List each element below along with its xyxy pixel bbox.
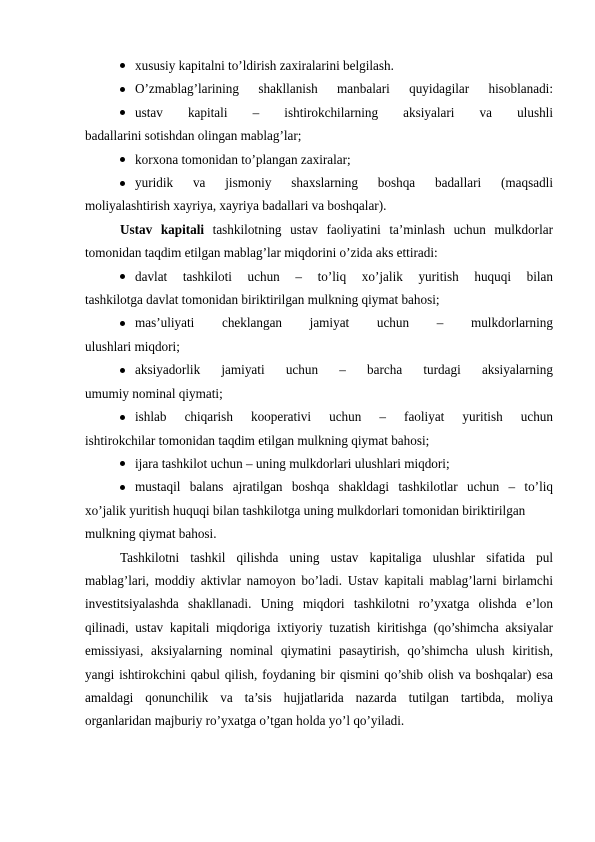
list-item-text: mas’uliyati cheklangan jamiyat uchun – mulkdorlarning: [135, 315, 553, 331]
paragraph-text: tashkilotning ustav faoliyatini ta’minlash uchun mulkdorlar tomonidan taqdim etilgan mablag’lar miqdorini o’zida aks ettiradi:: [85, 221, 553, 261]
list-item-text: ustav kapitali – ishtirokchilarning aksiyalari va ulushli: [135, 104, 553, 120]
list-item-text: ishlab chiqarish kooperativi uchun – faoliyat yuritish uchun: [135, 409, 553, 425]
list-item-continuation: ulushlari miqdori;: [85, 338, 180, 354]
list-item: [85, 54, 553, 77]
list-item: [85, 148, 553, 171]
list-item-continuation: tashkilotga davlat tomonidan biriktirilgan mulkning qiymat bahosi;: [85, 292, 440, 308]
bullet-icon: [120, 63, 125, 68]
list-item: [85, 405, 553, 452]
list-item: [85, 171, 553, 218]
list-item: [85, 452, 553, 475]
list-item-text: davlat tashkiloti uchun – to’liq xo’jalik yuritish huquqi bilan: [135, 268, 553, 284]
list-item: [85, 475, 553, 545]
list-item-text: yuridik va jismoniy shaxslarning boshqa badallari (maqsadli: [135, 175, 553, 191]
final-paragraph: Tashkilotni tashkil qilishda uning ustav kapitaliga ulushlar sifatida pul mablag’lari, moddiy aktivlar namoyon bo’ladi. Ustav kapitali mablag’larni birlamchi investitsiyalashda shakllanadi. Uning miqdori tashkilotni ro’yxatga olishda e’lon qilinadi, ustav kapitali miqdoriga ixtiyoriy tuzatish kiritishga (qo’shimcha aksiyalar emissiyasi, aksiyalarning nominal qiymatini pasaytirish, qo’shimcha ulush kiritish, yangi ishtirokchini qabul qilish, foydaning bir qismini qo’shib olish va boshqalar) esa amaldagi qonunchilik va ta’sis hujjatlarida nazarda tutilgan tartibda, moliya organlaridan majburiy ro’yxatga o’tgan holda yo’l qo’yiladi.: [85, 549, 553, 729]
list-item-text: O’zmablag’larining shakllanish manbalari quyidagilar hisoblanadi:: [135, 81, 553, 97]
list-item: [85, 77, 553, 100]
list-item-text: ijara tashkilot uchun – uning mulkdorlari ulushlari miqdori;: [135, 455, 450, 471]
list-item-text: korxona tomonidan to’plangan zaxiralar;: [135, 151, 351, 167]
list-item-continuation: umumiy nominal qiymati;: [85, 385, 223, 401]
list-item-continuation: moliyalashtirish xayriya, xayriya badallari va boshqalar).: [85, 198, 387, 214]
bullet-icon: [120, 87, 125, 92]
bullet-icon: [120, 485, 125, 490]
list-item: [85, 265, 553, 312]
term-bold: Ustav kapitali: [120, 221, 205, 237]
bullet-icon: [120, 157, 125, 162]
bullet-icon: [120, 368, 125, 373]
list-item-continuation: xo’jalik yuritish huquqi bilan tashkilotga uning mulkdorlari tomonidan biriktirilgan mulkning qiymat bahosi.: [85, 502, 526, 542]
bullet-icon: [120, 461, 125, 466]
list-item-text: xususiy kapitalni to’ldirish zaxiralarini belgilash.: [135, 58, 394, 73]
document-body: [85, 54, 553, 733]
ustav-kapitali-paragraph: [85, 218, 553, 265]
list-item-continuation: ishtirokchilar tomonidan taqdim etilgan mulkning qiymat bahosi;: [85, 432, 430, 448]
list-item: [85, 358, 553, 405]
bullet-icon: [120, 321, 125, 326]
list-item: [85, 101, 553, 148]
list-item-text: mustaqil balans ajratilgan boshqa shakldagi tashkilotlar uchun – to’liq: [135, 479, 553, 495]
bullet-icon: [120, 110, 125, 115]
list-item: [85, 311, 553, 358]
list-item-text: aksiyadorlik jamiyati uchun – barcha turdagi aksiyalarning: [135, 362, 553, 378]
bullet-icon: [120, 415, 125, 420]
list-item-continuation: badallarini sotishdan olingan mablag’lar;: [85, 128, 302, 144]
bullet-icon: [120, 181, 125, 186]
bullet-icon: [120, 274, 125, 279]
